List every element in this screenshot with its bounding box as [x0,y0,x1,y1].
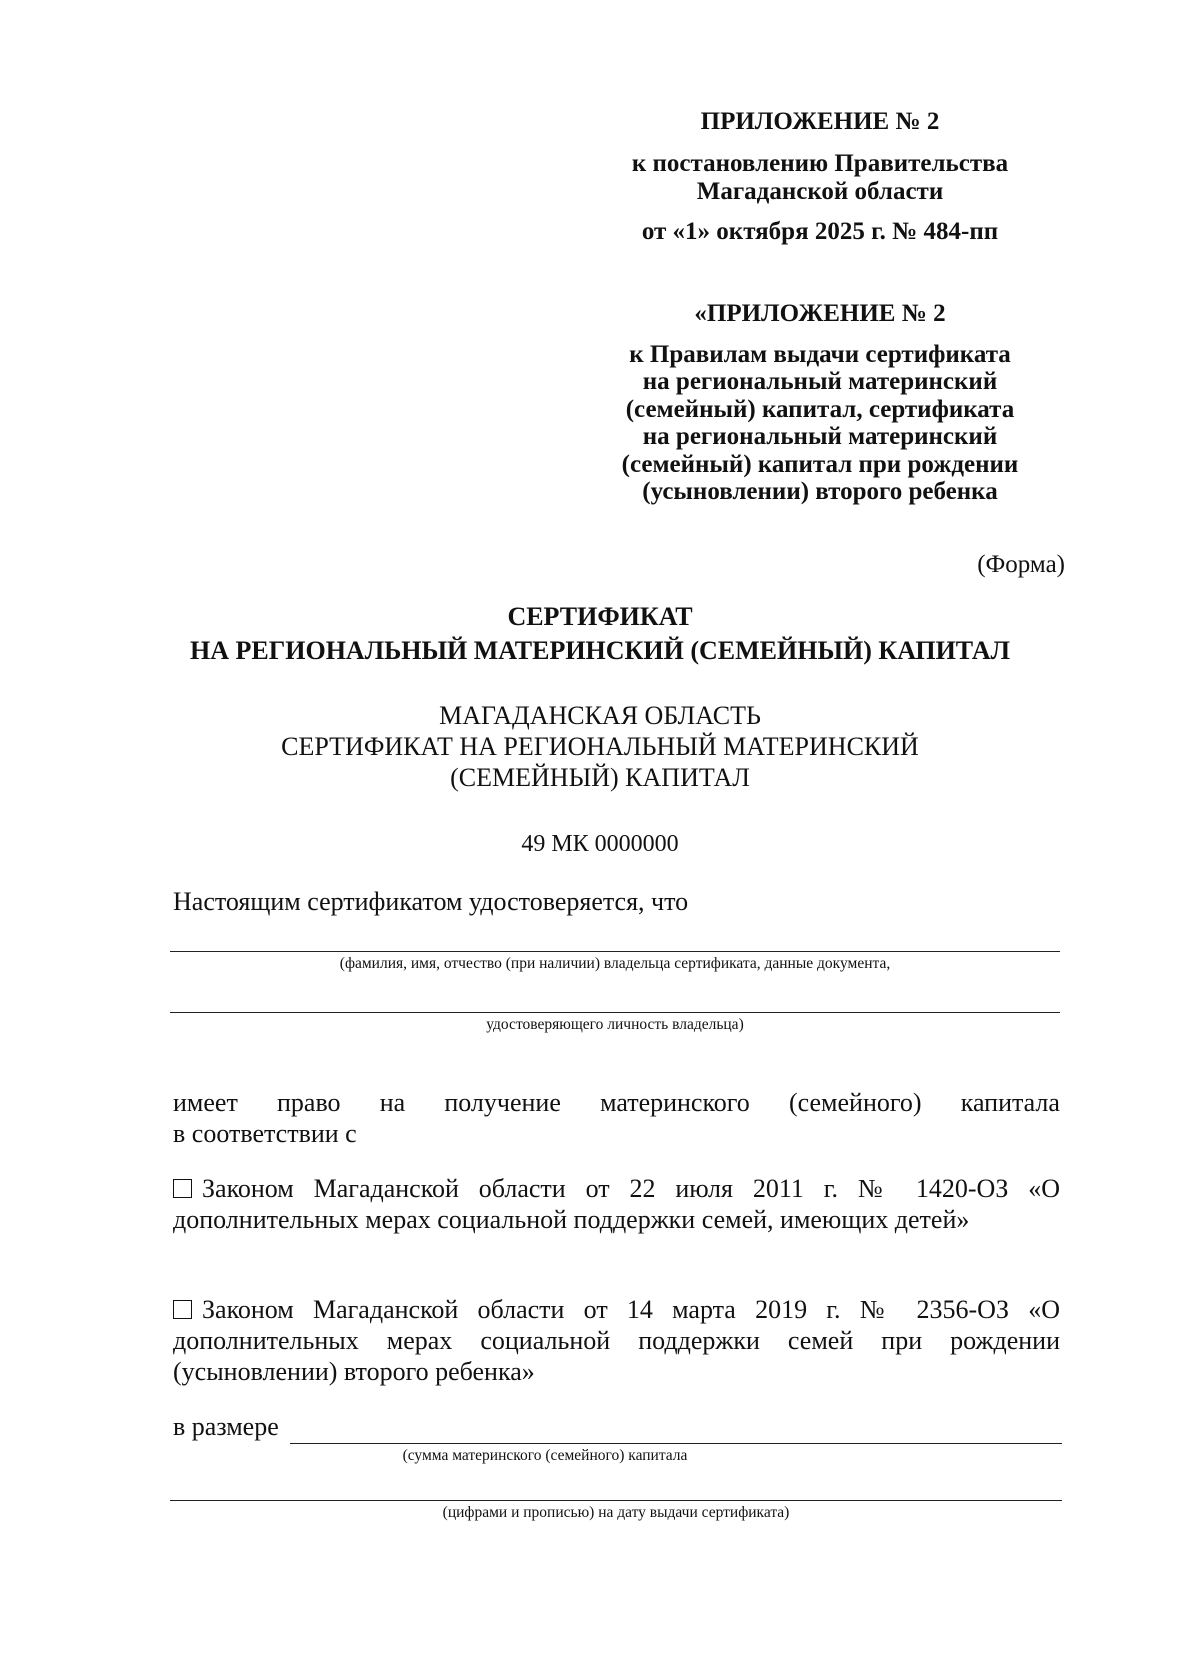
owner-name-line[interactable] [170,951,1060,952]
rules-appendix-line: к Правилам выдачи сертификата [629,341,1011,368]
law-1-checkbox[interactable] [173,1179,192,1198]
rules-appendix-line: (семейный) капитал при рождении [621,450,1019,478]
form-label: (Форма) [977,551,1065,578]
law-option-2 [173,1294,1060,1387]
certify-statement: Настоящим сертификатом удостоверяется, что [173,887,689,916]
certificate-title [0,600,1200,668]
rights-word: право [276,1088,341,1117]
owner-document-line[interactable] [170,1012,1060,1013]
law-2-text: Законом Магаданской области от 14 марта 2019 г. № 2356-ОЗ «О дополнительных мерах социальной поддержки семей при рождении (усыновлении) второго ребенка» [173,1295,1060,1386]
certificate-title-line: СЕРТИФИКАТ [507,602,693,631]
rights-word: на [379,1088,406,1117]
rules-appendix-line: (усыновлении) второго ребенка [642,477,998,505]
rules-appendix-line: на региональный материнский [642,423,998,451]
certificate-serial-number: 49 МК 0000000 [521,831,679,857]
owner-caption-1: (фамилия, имя, отчество (при наличии) владельца сертификата, данные документа, [339,955,891,972]
amount-label: в размере [173,1412,279,1441]
appendix-date-number: от «1» октября 2025 г. № 484-пп [641,218,999,245]
appendix-region-line: Магаданской области [696,178,944,205]
amount-words-line[interactable] [170,1500,1062,1501]
rights-statement [173,1087,1060,1149]
subtitle-line: (СЕМЕЙНЫЙ) КАПИТАЛ [450,763,750,792]
law-2-checkbox[interactable] [173,1300,192,1319]
amount-line[interactable] [290,1443,1062,1444]
rights-line-1 [173,1087,1060,1118]
rules-appendix-line: (семейный) капитал, сертификата [625,395,1015,423]
subtitle-line: СЕРТИФИКАТ НА РЕГИОНАЛЬНЫЙ МАТЕРИНСКИЙ [281,732,919,761]
appendix-resolution-line: к постановлению Правительства [631,150,1009,177]
amount-caption-1: (сумма материнского (семейного) капитала [402,1447,688,1464]
rights-word: капитала [960,1088,1060,1117]
owner-caption-2: удостоверяющего личность владельца) [486,1016,744,1033]
rules-appendix-line: на региональный материнский [642,368,998,396]
certificate-title-line: НА РЕГИОНАЛЬНЫЙ МАТЕРИНСКИЙ (СЕМЕЙНЫЙ) КАПИТАЛ [189,636,1010,665]
law-option-1 [173,1173,1060,1235]
amount-caption-2: (цифрами и прописью) на дату выдачи сертификата) [442,1504,790,1521]
certificate-subtitle [0,700,1200,793]
rights-word: (семейного) [788,1088,922,1117]
rights-word: материнского [600,1088,750,1117]
rules-appendix-title: «ПРИЛОЖЕНИЕ № 2 [694,300,946,327]
rights-word: получение [444,1088,561,1117]
rights-line-2: в соответствии с [173,1119,357,1148]
rules-appendix-text [590,341,1050,505]
law-1-text: Законом Магаданской области от 22 июля 2011 г. № 1420-ОЗ «О дополнительных мерах социальной поддержки семей, имеющих детей» [173,1174,1060,1234]
appendix-title: ПРИЛОЖЕНИЕ № 2 [700,108,940,135]
subtitle-region: МАГАДАНСКАЯ ОБЛАСТЬ [439,701,761,730]
rights-word: имеет [173,1088,238,1117]
